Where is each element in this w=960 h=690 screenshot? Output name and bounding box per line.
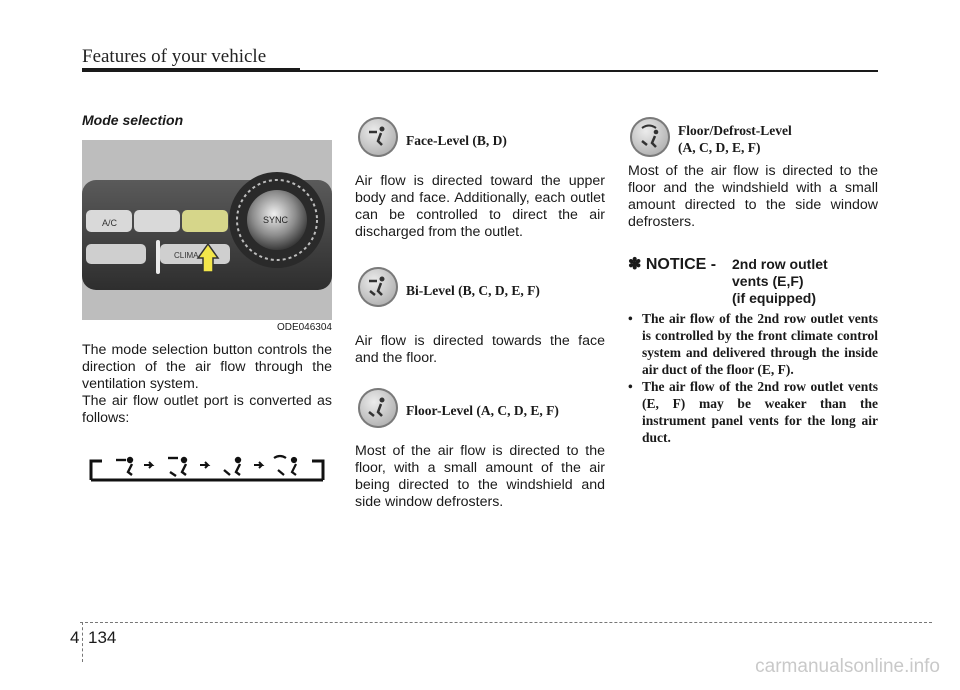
face-level-icon (116, 458, 132, 475)
climate-control-photo (82, 140, 332, 320)
floor-level-icon (358, 388, 398, 428)
ac-button-label: A/C (102, 218, 118, 228)
climate-panel-illustration (82, 140, 332, 320)
footer-divider (82, 622, 83, 662)
floor-defrost-icon (274, 456, 296, 475)
notice-heading (628, 254, 716, 274)
floor-defrost-icon (630, 117, 670, 157)
face-level-icon (358, 117, 398, 157)
mode-arrow-icon (144, 462, 152, 468)
mode-convert-paragraph: The air flow outlet port is converted as follows: (82, 393, 332, 426)
notice-title-2: vents (E,F) (732, 273, 804, 289)
notice-bullets (628, 310, 878, 446)
notice-title-1: 2nd row outlet (732, 256, 828, 272)
mode-selection-heading: Mode selection (82, 112, 184, 128)
image-code: ODE046304 (276, 322, 332, 333)
floor-level-icon (224, 458, 240, 475)
notice-bullet-2: • The air flow of the 2nd row outlet vents (E, F) may be weaker than the instrument panel vents for the long air duct. (628, 378, 878, 446)
mode-intro-paragraph: The mode selection button controls the direction of the air flow through the ventilation system. (82, 342, 332, 392)
page-number: 134 (88, 628, 117, 647)
bi-level-text: Air flow is directed towards the face and the floor. (355, 333, 605, 366)
mode-arrow-icon (200, 462, 208, 468)
notice-label: NOTICE - (645, 256, 717, 273)
floor-level-text: Most of the air flow is directed to the floor, with a small amount of the air being directed to the windshield and side window defrosters. (355, 443, 605, 510)
floor-defrost-title-1: Floor/Defrost-Level (678, 123, 792, 138)
header-rule-thin (300, 70, 878, 72)
floor-level-title: Floor-Level (A, C, D, E, F) (406, 403, 559, 418)
chapter-number: 4 (70, 628, 80, 647)
notice-star-icon: ✽ (628, 256, 642, 273)
header-rule-thick (82, 68, 300, 72)
face-level-title: Face-Level (B, D) (406, 133, 507, 148)
bi-level-icon (358, 267, 398, 307)
face-level-text: Air flow is directed toward the upper body and face. Additionally, each outlet can be controlled to direct the air discharged from the outlet. (355, 173, 605, 240)
mode-arrow-icon (254, 462, 262, 468)
notice-bullet-1: • The air flow of the 2nd row outlet vents is controlled by the front climate control system and delivered through the inside air duct of the floor (E, F). (628, 310, 878, 378)
sync-knob-label: SYNC (263, 215, 289, 225)
floor-defrost-title-2: (A, C, D, E, F) (678, 140, 761, 155)
footer-rule (80, 622, 932, 623)
section-title: Features of your vehicle (82, 46, 267, 67)
bi-level-title: Bi-Level (B, C, D, E, F) (406, 283, 540, 298)
floor-defrost-text: Most of the air flow is directed to the floor and the windshield with a small amount directed to the side window defrosters. (628, 163, 878, 230)
climate-button-label: CLIMA (174, 251, 199, 260)
bi-level-icon (168, 458, 186, 476)
mode-sequence-diagram (88, 452, 326, 482)
notice-title-3: (if equipped) (732, 290, 816, 306)
watermark: carmanualsonline.info (755, 656, 940, 677)
